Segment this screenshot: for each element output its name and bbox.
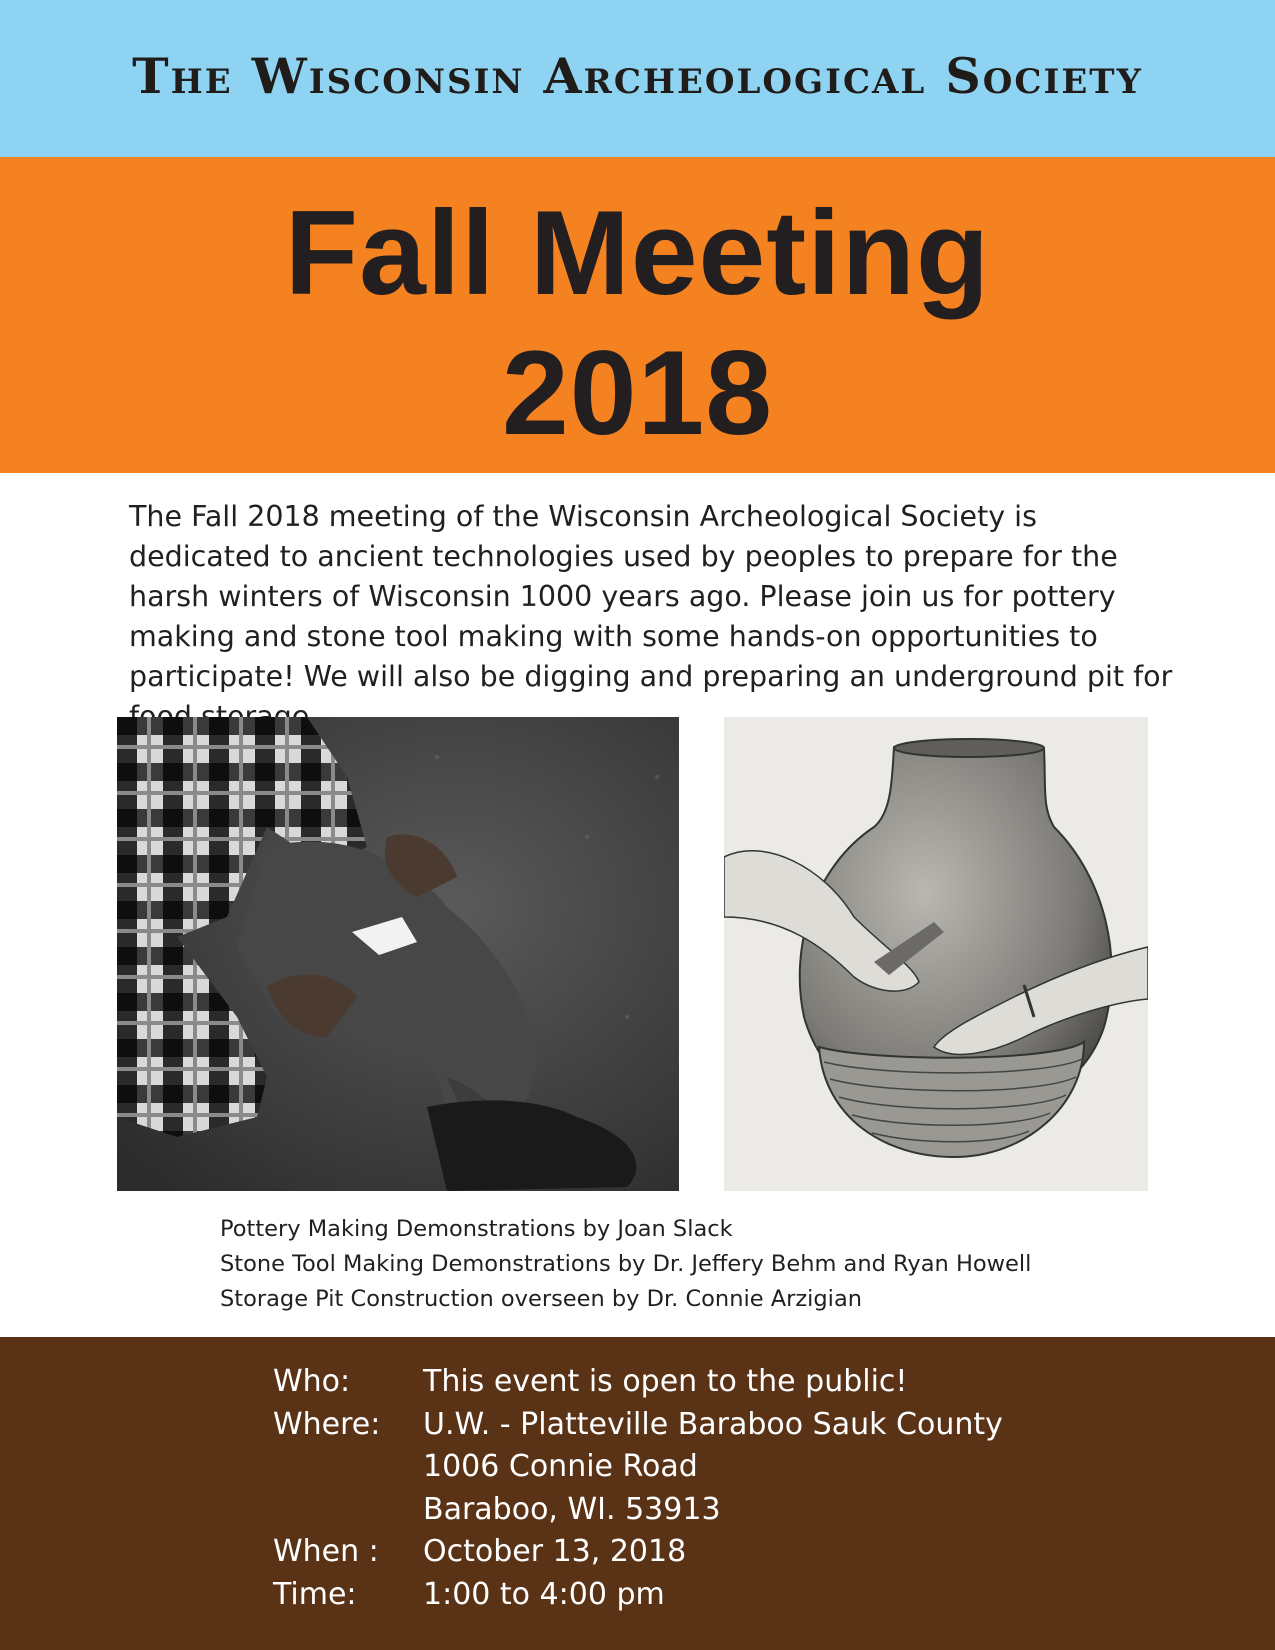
credit-stone-tool: Stone Tool Making Demonstrations by Dr. Jeffery Behm and Ryan Howell — [220, 1251, 1032, 1277]
where-label: Where: — [273, 1406, 381, 1442]
event-details-band — [0, 1337, 1275, 1650]
where-row-3 — [273, 1489, 1003, 1532]
when-value: October 13, 2018 — [423, 1534, 687, 1569]
where-line1: U.W. - Platteville Baraboo Sauk County — [423, 1406, 1003, 1442]
event-details — [273, 1361, 1003, 1616]
event-title-line1: Fall Meeting — [284, 186, 991, 320]
intro-paragraph: The Fall 2018 meeting of the Wisconsin Archeological Society is dedicated to ancient technologies used by peoples to prepare for the harsh winters of Wisconsin 1000 years ago. Please join us for pottery making and stone tool making with some hands-on opportunities to participate! We will also be digging and preparing an underground pit for — [129, 500, 1173, 693]
when-label: When : — [273, 1534, 379, 1569]
credit-pottery: Pottery Making Demonstrations by Joan Slack — [220, 1216, 733, 1242]
event-title-line2: 2018 — [502, 326, 773, 460]
header-band — [0, 0, 1275, 157]
pottery-illustration — [724, 717, 1148, 1191]
demonstration-credits — [220, 1212, 1120, 1317]
credit-storage-pit: Storage Pit Construction overseen by Dr. Connie Arzigian — [220, 1286, 862, 1312]
where-line2: 1006 Connie Road — [423, 1449, 698, 1484]
where-row-2 — [273, 1446, 1003, 1489]
who-label: Who: — [273, 1364, 351, 1399]
time-row — [273, 1574, 1003, 1617]
who-row — [273, 1361, 1003, 1404]
title-band — [0, 157, 1275, 473]
stone-tool-photo — [117, 717, 679, 1191]
society-name: The Wisconsin Archeological Society — [132, 46, 1143, 105]
where-row — [273, 1404, 1003, 1447]
when-row — [273, 1531, 1003, 1574]
who-value: This event is open to the public! — [423, 1364, 908, 1399]
time-label: Time: — [273, 1576, 357, 1612]
time-value: 1:00 to 4:00 pm — [423, 1576, 665, 1612]
where-line3: Baraboo, WI. 53913 — [423, 1491, 721, 1527]
event-title — [0, 183, 1275, 463]
